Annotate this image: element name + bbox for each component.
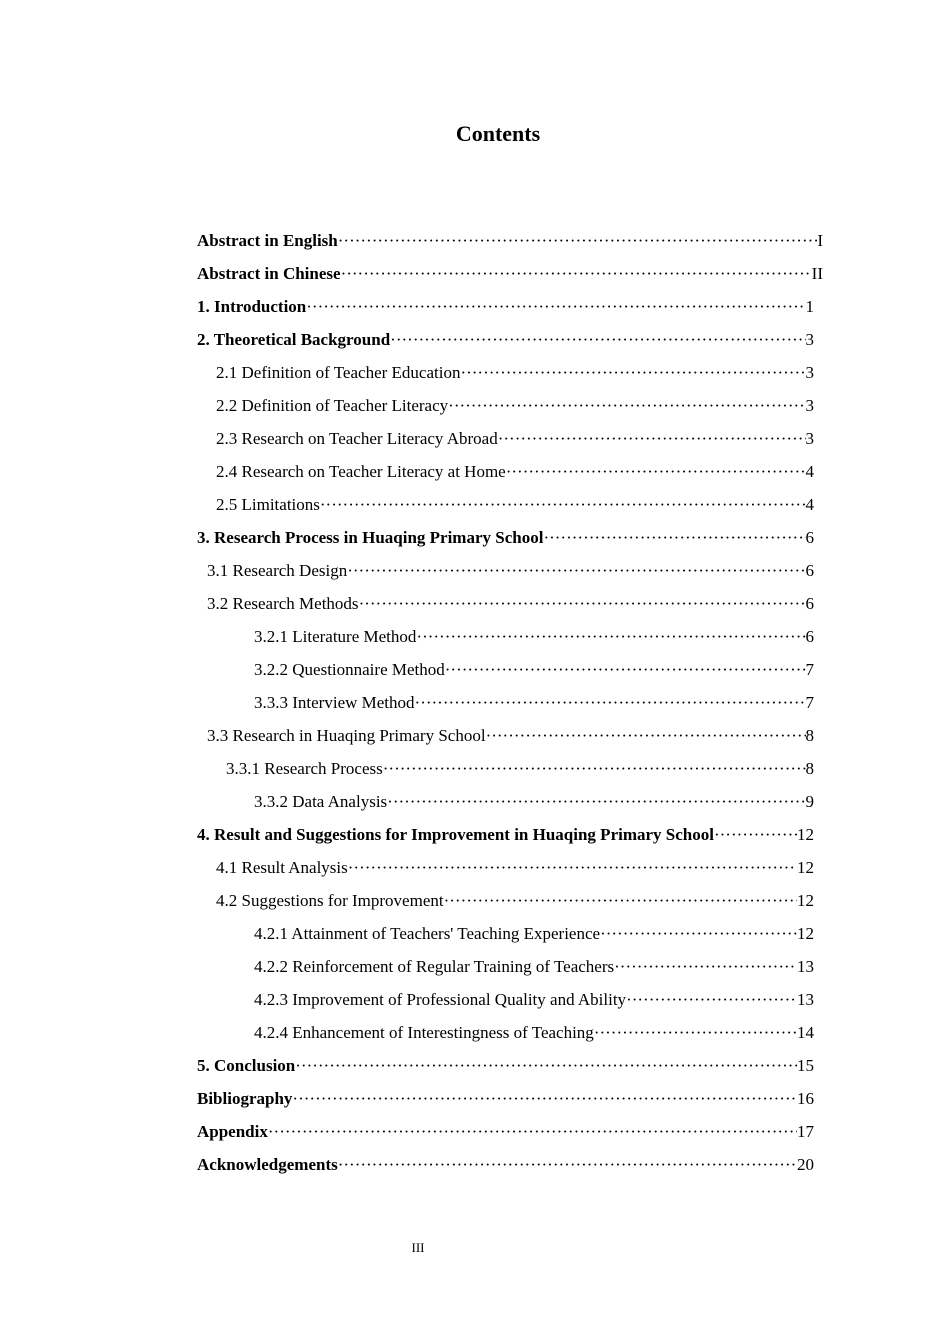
toc-entry-page: 8: [805, 759, 814, 778]
toc-dot-leader: [387, 788, 805, 816]
toc-entry-page: 3: [805, 429, 814, 448]
table-of-contents: [197, 227, 823, 1184]
toc-entry-label: Abstract in English: [197, 231, 338, 250]
toc-entry[interactable]: [197, 953, 823, 986]
toc-entry-page: 15: [797, 1056, 814, 1075]
toc-entry[interactable]: [197, 557, 823, 590]
toc-entry[interactable]: [197, 260, 823, 293]
toc-dot-leader: [543, 524, 805, 552]
toc-entry-page: 3: [805, 330, 814, 349]
toc-entry-page: 12: [797, 891, 814, 910]
toc-entry-page: 7: [805, 693, 814, 712]
toc-entry-label: 4.1 Result Analysis: [216, 858, 348, 877]
toc-dot-leader: [390, 326, 805, 354]
toc-entry-label: Appendix: [197, 1122, 268, 1141]
toc-entry-label: Acknowledgements: [197, 1155, 338, 1174]
toc-entry[interactable]: [197, 656, 823, 689]
toc-entry[interactable]: [197, 1019, 823, 1052]
toc-entry[interactable]: [197, 491, 823, 524]
toc-entry-label: 4.2.2 Reinforcement of Regular Training of Teachers: [254, 957, 615, 976]
toc-dot-leader: [444, 887, 797, 915]
toc-entry-label: 2.2 Definition of Teacher Literacy: [216, 396, 449, 415]
toc-entry-label: 3.3.1 Research Process: [226, 759, 383, 778]
toc-dot-leader: [347, 557, 805, 585]
toc-dot-leader: [341, 260, 812, 288]
toc-entry-page: 20: [797, 1155, 814, 1174]
toc-entry-page: 12: [797, 858, 814, 877]
toc-entry[interactable]: [197, 722, 823, 755]
toc-dot-leader: [460, 359, 805, 387]
toc-entry-page: I: [817, 231, 823, 250]
toc-entry-page: 13: [797, 957, 814, 976]
toc-entry[interactable]: [197, 1052, 823, 1085]
toc-entry[interactable]: [197, 227, 823, 260]
toc-entry[interactable]: [197, 788, 823, 821]
toc-dot-leader: [714, 821, 797, 849]
toc-entry-label: 2.3 Research on Teacher Literacy Abroad: [216, 429, 498, 448]
toc-entry[interactable]: [197, 755, 823, 788]
toc-entry-label: 3.2 Research Methods: [207, 594, 359, 613]
toc-dot-leader: [498, 425, 806, 453]
toc-entry-label: 4.2 Suggestions for Improvement: [216, 891, 444, 910]
toc-entry-page: 7: [805, 660, 814, 679]
toc-entry[interactable]: [197, 887, 823, 920]
toc-entry-label: 3.2.1 Literature Method: [254, 627, 417, 646]
toc-dot-leader: [268, 1118, 797, 1146]
toc-dot-leader: [445, 656, 806, 684]
toc-dot-leader: [320, 491, 806, 519]
toc-entry-page: 4: [805, 462, 814, 481]
page-number: III: [411, 1240, 425, 1255]
toc-entry-label: 2.1 Definition of Teacher Education: [216, 363, 461, 382]
toc-entry-label: 4. Result and Suggestions for Improvement in Huaqing Primary School: [197, 825, 714, 844]
toc-entry[interactable]: [197, 293, 823, 326]
toc-entry[interactable]: [197, 920, 823, 953]
toc-entry-page: 6: [805, 561, 814, 580]
toc-entry-label: 5. Conclusion: [197, 1056, 296, 1075]
toc-dot-leader: [415, 689, 806, 717]
toc-dot-leader: [348, 854, 797, 882]
toc-dot-leader: [295, 1052, 797, 1080]
toc-entry-page: 12: [797, 924, 814, 943]
toc-entry[interactable]: [197, 986, 823, 1019]
toc-entry-label: 2.5 Limitations: [216, 495, 320, 514]
toc-entry[interactable]: [197, 524, 823, 557]
toc-entry-label: Bibliography: [197, 1089, 293, 1108]
toc-dot-leader: [626, 986, 797, 1014]
toc-entry-label: 2.4 Research on Teacher Literacy at Home: [216, 462, 506, 481]
toc-entry-page: 13: [797, 990, 814, 1009]
toc-entry[interactable]: [197, 623, 823, 656]
toc-dot-leader: [292, 1085, 797, 1113]
toc-dot-leader: [338, 1151, 797, 1179]
toc-entry[interactable]: [197, 359, 823, 392]
toc-entry-page: II: [811, 264, 823, 283]
toc-dot-leader: [614, 953, 797, 981]
toc-dot-leader: [306, 293, 805, 321]
toc-dot-leader: [594, 1019, 797, 1047]
toc-entry-page: 17: [797, 1122, 814, 1141]
toc-entry-page: 8: [805, 726, 814, 745]
toc-entry-page: 1: [805, 297, 814, 316]
toc-entry[interactable]: [197, 689, 823, 722]
toc-entry-label: 3.3 Research in Huaqing Primary School: [207, 726, 486, 745]
toc-entry-label: 3.2.2 Questionnaire Method: [254, 660, 445, 679]
toc-entry[interactable]: [197, 1151, 823, 1184]
toc-entry[interactable]: [197, 425, 823, 458]
toc-entry-label: 2. Theoretical Background: [197, 330, 391, 349]
toc-entry[interactable]: [197, 458, 823, 491]
toc-entry-label: 4.2.4 Enhancement of Interestingness of Teaching: [254, 1023, 594, 1042]
toc-entry[interactable]: [197, 1118, 823, 1151]
toc-entry[interactable]: [197, 326, 823, 359]
toc-entry[interactable]: [197, 821, 823, 854]
toc-entry-label: 3.3.3 Interview Method: [254, 693, 415, 712]
toc-dot-leader: [416, 623, 805, 651]
toc-entry-label: 3. Research Process in Huaqing Primary School: [197, 528, 544, 547]
toc-entry[interactable]: [197, 1085, 823, 1118]
toc-entry-label: 4.2.1 Attainment of Teachers' Teaching Experience: [254, 924, 601, 943]
page-title: Contents: [455, 121, 541, 146]
toc-entry-page: 14: [797, 1023, 814, 1042]
toc-entry-page: 16: [797, 1089, 814, 1108]
toc-entry-page: 12: [797, 825, 814, 844]
toc-dot-leader: [359, 590, 806, 618]
toc-entry-page: 6: [805, 594, 814, 613]
toc-entry-page: 6: [805, 627, 814, 646]
toc-dot-leader: [448, 392, 805, 420]
toc-entry-page: 9: [805, 792, 814, 811]
toc-entry-page: 3: [805, 363, 814, 382]
toc-dot-leader: [506, 458, 806, 486]
toc-entry-label: 4.2.3 Improvement of Professional Quality and Ability: [254, 990, 627, 1009]
toc-dot-leader: [338, 227, 818, 255]
toc-entry-label: Abstract in Chinese: [197, 264, 341, 283]
toc-entry-label: 3.1 Research Design: [207, 561, 348, 580]
toc-entry-page: 4: [805, 495, 814, 514]
toc-entry[interactable]: [197, 854, 823, 887]
toc-entry-label: 3.3.2 Data Analysis: [254, 792, 388, 811]
toc-entry[interactable]: [197, 392, 823, 425]
toc-entry-label: 1. Introduction: [197, 297, 307, 316]
toc-entry-page: 3: [805, 396, 814, 415]
toc-entry[interactable]: [197, 590, 823, 623]
toc-dot-leader: [486, 722, 806, 750]
toc-dot-leader: [383, 755, 806, 783]
toc-dot-leader: [600, 920, 797, 948]
toc-entry-page: 6: [805, 528, 814, 547]
